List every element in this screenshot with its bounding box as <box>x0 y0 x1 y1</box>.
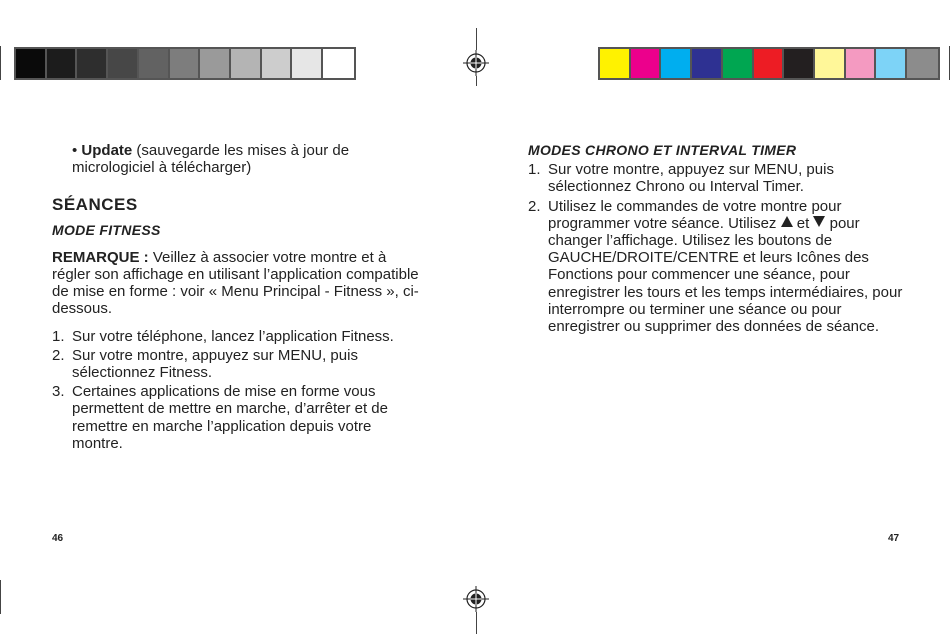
color-calibration-bar <box>598 47 940 80</box>
color-swatch <box>907 49 938 78</box>
color-swatch <box>661 49 692 78</box>
color-swatch <box>754 49 785 78</box>
color-swatch <box>846 49 877 78</box>
step-text: Sur votre téléphone, lancez l’application Fitness. <box>72 327 394 345</box>
step-text: Certaines applications de mise en forme vous permettent de mettre en marche, d’arrêter et de remettre en marche l’application depuis votre montre. <box>72 383 388 452</box>
step-text-part: Utilisez le commandes de votre montre pour programmer votre séance. Utilisez <box>548 197 842 232</box>
step-number: 1. <box>52 327 65 345</box>
gray-swatch <box>323 49 354 78</box>
color-swatch <box>631 49 662 78</box>
fitness-steps-list <box>52 328 422 452</box>
up-triangle-icon <box>781 216 793 227</box>
update-bullet <box>72 142 422 176</box>
gray-swatch <box>200 49 231 78</box>
step-number: 1. <box>528 161 541 179</box>
registration-line-bottom <box>476 612 477 634</box>
gray-swatch <box>108 49 139 78</box>
color-swatch <box>784 49 815 78</box>
crop-mark-left-bottom <box>0 580 1 614</box>
step-text: Sur votre montre, appuyez sur MENU, puis sélectionnez Chrono ou Interval Timer. <box>548 161 834 196</box>
gray-swatch <box>292 49 323 78</box>
note-text: Veillez à associer votre montre et à régler son affichage en utilisant l’application compatible de mise en forme : voir « Menu Principal - Fitness », ci-dessous. <box>52 248 419 318</box>
color-swatch <box>876 49 907 78</box>
note-paragraph <box>52 249 422 318</box>
down-triangle-icon <box>813 216 825 227</box>
list-item <box>52 383 422 452</box>
step-text: Sur votre montre, appuyez sur MENU, puis sélectionnez Fitness. <box>72 346 358 382</box>
page-number-right: 47 <box>888 533 900 544</box>
mode-fitness-subtitle: MODE FITNESS <box>52 221 161 238</box>
step-text-part: et <box>792 214 814 232</box>
color-swatch <box>815 49 846 78</box>
right-page <box>528 142 908 337</box>
list-item <box>528 161 908 195</box>
update-label: Update <box>81 142 133 159</box>
grayscale-calibration-bar <box>14 47 356 80</box>
bullet-dot: • <box>72 142 82 159</box>
section-title: SÉANCES <box>52 195 138 215</box>
step-number: 2. <box>52 346 65 364</box>
list-item <box>528 198 908 336</box>
gray-swatch <box>262 49 293 78</box>
registration-line-top-lower <box>476 76 477 86</box>
color-swatch <box>723 49 754 78</box>
gray-swatch <box>16 49 47 78</box>
chrono-steps-list <box>528 161 908 335</box>
registration-mark-bottom-icon <box>463 586 489 612</box>
step-number: 2. <box>528 197 541 215</box>
crop-mark-left-top <box>0 46 1 80</box>
page-number-left: 46 <box>52 533 64 544</box>
gray-swatch <box>139 49 170 78</box>
color-swatch <box>692 49 723 78</box>
list-item <box>52 347 422 381</box>
gray-swatch <box>77 49 108 78</box>
step-number: 3. <box>52 383 65 401</box>
gray-swatch <box>47 49 78 78</box>
color-swatch <box>600 49 631 78</box>
gray-swatch <box>170 49 201 78</box>
left-page <box>52 142 422 454</box>
registration-line-top <box>476 28 477 50</box>
registration-mark-top-icon <box>463 50 489 76</box>
gray-swatch <box>231 49 262 78</box>
list-item <box>52 328 422 345</box>
chrono-subtitle: MODES CHRONO ET INTERVAL TIMER <box>528 142 797 158</box>
update-description: (sauvegarde les mises à jour de micrologiciel à télécharger) <box>72 142 350 177</box>
step-text-part: pour changer l’affichage. Utilisez les boutons de GAUCHE/DROITE/CENTRE et leurs Icônes des Fonctions pour commencer une séance, pour enregistrer les tours et les temps intermédiaires, pour interrompre ou terminer une séance ou pour enregistrer ou supprimer des données de séance. <box>548 214 903 336</box>
note-label: REMARQUE : <box>52 248 149 266</box>
